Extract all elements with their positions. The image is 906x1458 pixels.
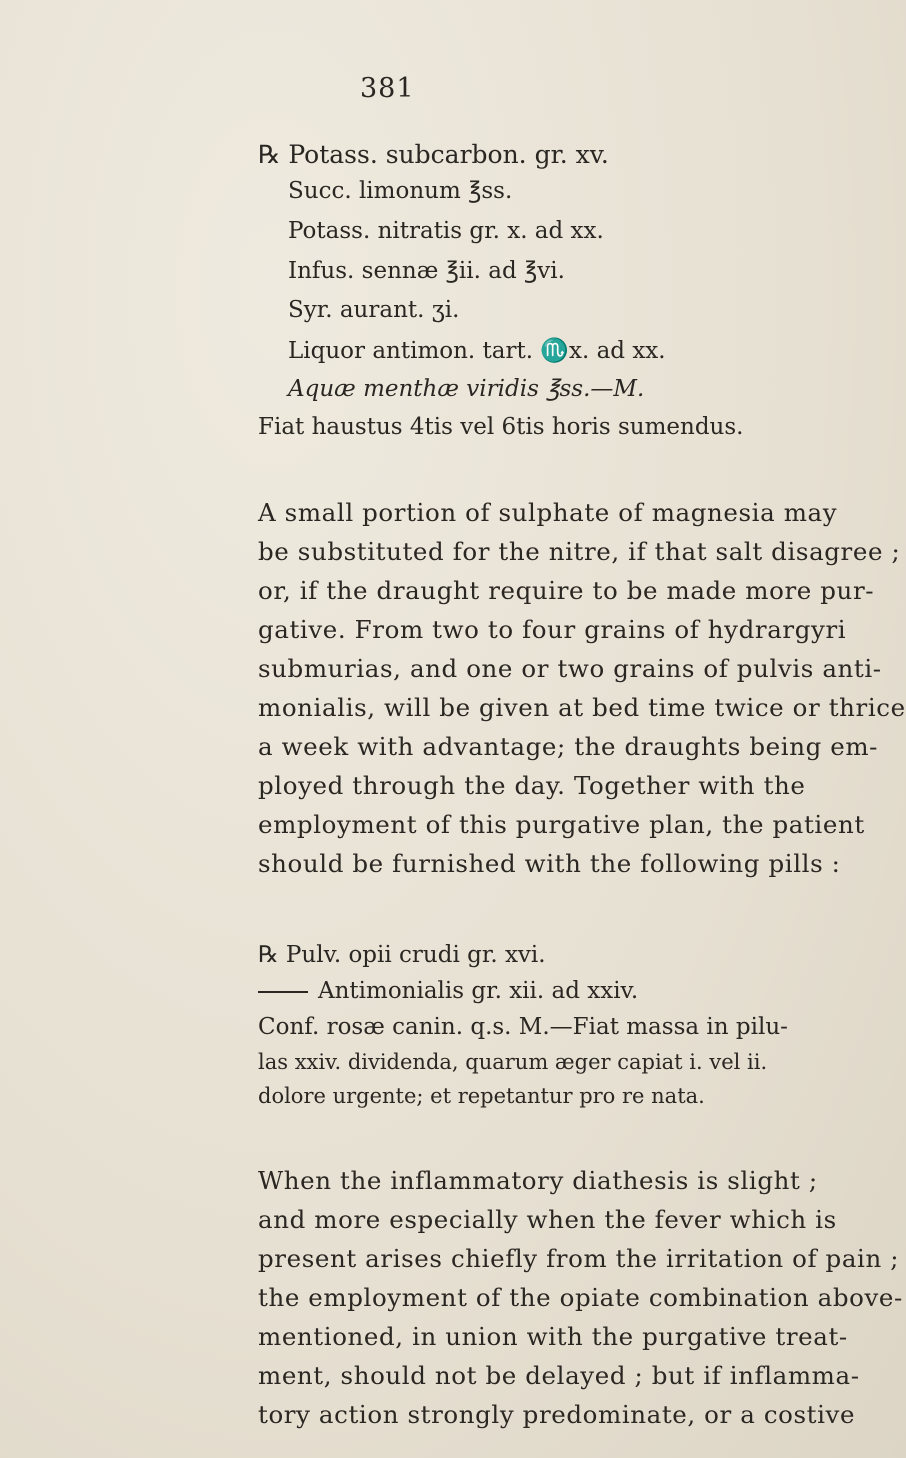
- rx1-line-5: Syr. aurant. ʒi.: [288, 297, 460, 323]
- rx2-line-1: ℞ Pulv. opii crudi gr. xvi.: [258, 942, 546, 968]
- rx2-line-2-text: Antimonialis gr. xii. ad xxiv.: [318, 978, 639, 1004]
- para1-line-3: or, if the draught require to be made more pur-: [258, 576, 875, 605]
- para2-line-1: When the inflammatory diathesis is slight ;: [258, 1166, 818, 1195]
- rx1-line-2: Succ. limonum ℥ss.: [288, 178, 513, 204]
- rx2-line-5: dolore urgente; et repetantur pro re nata.: [258, 1084, 705, 1108]
- rx1-line-3: Potass. nitratis gr. x. ad xx.: [288, 218, 604, 244]
- para2-line-2: and more especially when the fever which is: [258, 1205, 837, 1234]
- para1-line-5: submurias, and one or two grains of pulvis anti-: [258, 654, 882, 683]
- para2-line-7: tory action strongly predominate, or a costive: [258, 1400, 856, 1429]
- para2-line-3: present arises chiefly from the irritation of pain ;: [258, 1244, 900, 1273]
- para1-line-4: gative. From two to four grains of hydrargyri: [258, 615, 847, 644]
- para1-line-8: ployed through the day. Together with the: [258, 771, 806, 800]
- rx2-line-2: [258, 978, 638, 1004]
- para1-line-10: should be furnished with the following pills :: [258, 849, 841, 878]
- page-number: 381: [360, 73, 415, 104]
- ditto-dash: [258, 991, 308, 993]
- para1-line-6: monialis, will be given at bed time twice or thrice: [258, 693, 906, 722]
- para1-line-7: a week with advantage; the draughts being em-: [258, 732, 879, 761]
- para2-line-6: ment, should not be delayed ; but if inflamma-: [258, 1361, 860, 1390]
- rx1-line-7: Aquæ menthæ viridis ℥ss.—M.: [288, 376, 645, 402]
- para1-line-1: A small portion of sulphate of magnesia may: [258, 498, 838, 527]
- rx1-line-8: Fiat haustus 4tis vel 6tis horis sumendus.: [258, 414, 744, 440]
- rx1-line-4: Infus. sennæ ℥ii. ad ℥vi.: [288, 258, 565, 284]
- para2-line-4: the employment of the opiate combination above-: [258, 1283, 903, 1312]
- rx2-line-4: las xxiv. dividenda, quarum æger capiat i. vel ii.: [258, 1050, 768, 1074]
- para1-line-9: employment of this purgative plan, the patient: [258, 810, 865, 839]
- rx2-line-3: Conf. rosæ canin. q.s. M.—Fiat massa in pilu-: [258, 1014, 788, 1040]
- para2-line-5: mentioned, in union with the purgative treat-: [258, 1322, 848, 1351]
- rx1-line-1: ℞ Potass. subcarbon. gr. xv.: [258, 140, 609, 169]
- para1-line-2: be substituted for the nitre, if that salt disagree ;: [258, 537, 901, 566]
- rx1-line-6: Liquor antimon. tart. ♏x. ad xx.: [288, 338, 666, 364]
